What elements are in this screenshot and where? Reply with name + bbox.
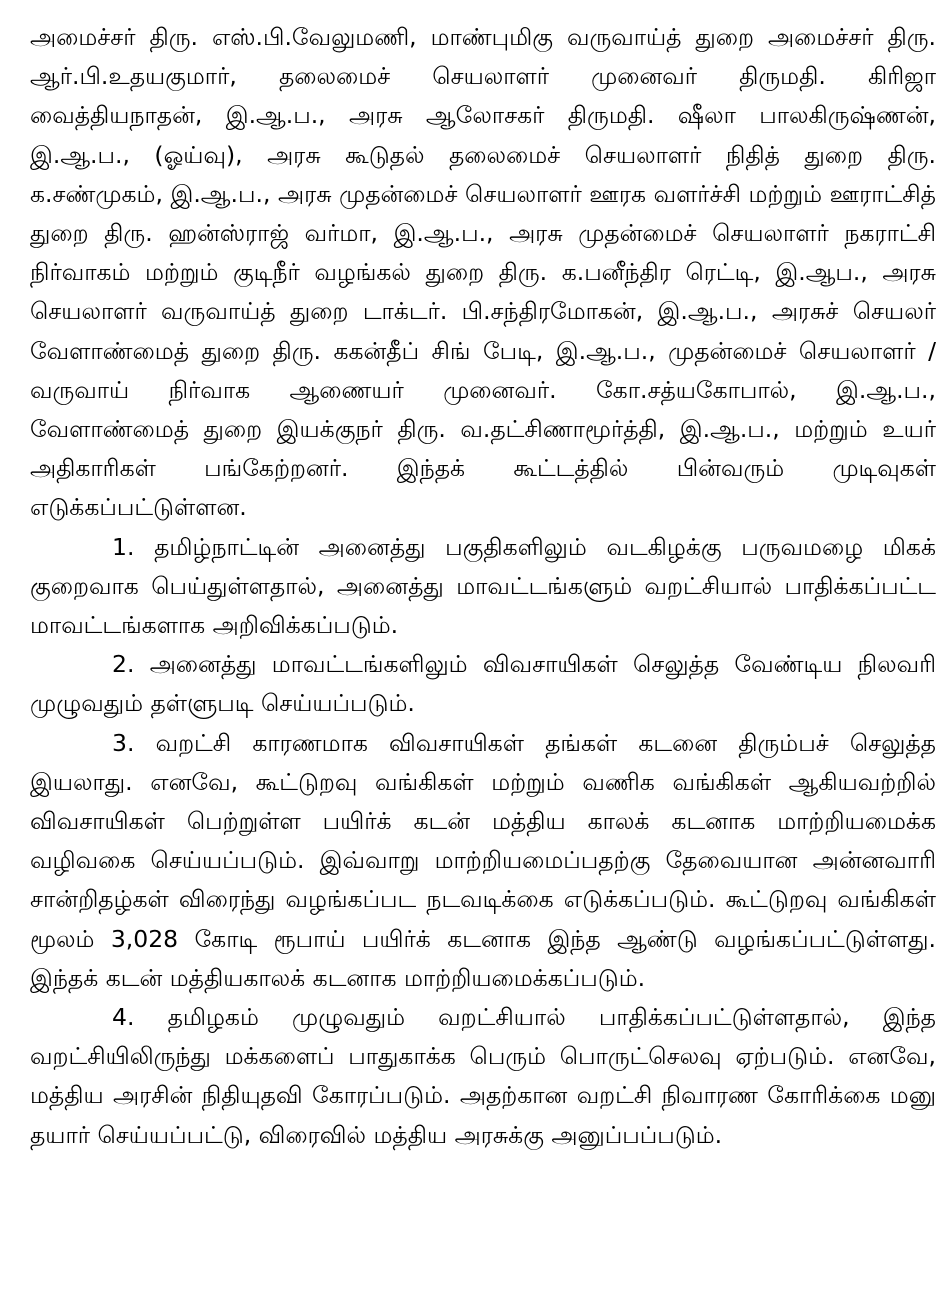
paragraph-decision-1: 1. தமிழ்நாட்டின் அனைத்து பகுதிகளிலும் வடகிழக்கு பருவமழை மிகக் குறைவாக பெய்துள்ளதால், அனைத்து மாவட்டங்களும் வறட்சியால் பாதிக்கப்பட்ட மாவட்டங்களாக அறிவிக்கப்படும். — [30, 532, 936, 640]
paragraph-attendees: அமைச்சர் திரு. எஸ்.பி.வேலுமணி, மாண்புமிகு வருவாய்த் துறை அமைச்சர் திரு. ஆர்.பி.உதயகுமார், தலைமைச் செயலாளர் முனைவர் திருமதி. கிரிஜா வைத்தியநாதன், இ.ஆ.ப., அரசு ஆலோசகர் திருமதி. ஷீலா பாலகிருஷ்ணன், இ.ஆ.ப., (ஓய்வு), அரசு கூடுதல் தலைமைச் செயலாளர் நிதித் துறை திரு. க.சண்முகம், இ.ஆ.ப., அரசு முதன்மைச் செயலாளர் ஊரக வளர்ச்சி மற்றும் ஊராட்சித் துறை திரு. ஹன்ஸ்ராஜ் வர்மா, இ.ஆ.ப., அரசு முதன்மைச் செயலாளர் நகராட்சி நிர்வாகம் மற்றும் குடிநீர் வழங்கல் துறை திரு. க.பனீந்திர ரெட்டி, இ.ஆப., அரசு செயலாளர் வருவாய்த் துறை டாக்டர். பி.சந்திரமோகன், இ.ஆ.ப., அரசுச் செயலர் வேளாண்மைத் துறை திரு. ககன்தீப் சிங் பேடி, இ.ஆ.ப., முதன்மைச் செயலாளர் / வருவாய் நிர்வாக ஆணையர் முனைவர். கோ.சத்யகோபால், இ.ஆ.ப., வேளாண்மைத் துறை இயக்குநர் திரு. வ.தட்சிணாமூர்த்தி, இ.ஆ.ப., மற்றும் உயர் அதிகாரிகள் பங்கேற்றனர். இந்தக் கூட்டத்தில் பின்வரும் முடிவுகள் எடுக்கப்பட்டுள்ளன. — [30, 23, 936, 522]
paragraph-decision-4: 4. தமிழகம் முழுவதும் வறட்சியால் பாதிக்கப்பட்டுள்ளதால், இந்த வறட்சியிலிருந்து மக்களைப் பாதுகாக்க பெரும் பொருட்செலவு ஏற்படும். எனவே, மத்திய அரசின் நிதியுதவி கோரப்படும். அதற்கான வறட்சி நிவாரண கோரிக்கை மனு தயார் செய்யப்பட்டு, விரைவில் மத்திய அரசுக்கு அனுப்பப்படும். — [30, 1003, 936, 1149]
paragraph-decision-2: 2. அனைத்து மாவட்டங்களிலும் விவசாயிகள் செலுத்த வேண்டிய நிலவரி முழுவதும் தள்ளுபடி செய்யப்படும். — [30, 650, 936, 718]
paragraph-decision-3: 3. வறட்சி காரணமாக விவசாயிகள் தங்கள் கடனை திரும்பச் செலுத்த இயலாது. எனவே, கூட்டுறவு வங்கிகள் மற்றும் வணிக வங்கிகள் ஆகியவற்றில் விவசாயிகள் பெற்றுள்ள பயிர்க் கடன் மத்திய காலக் கடனாக மாற்றியமைக்க வழிவகை செய்யப்படும். இவ்வாறு மாற்றியமைப்பதற்கு தேவையான அன்னவாரி சான்றிதழ்கள் விரைந்து வழங்கப்பட நடவடிக்கை எடுக்கப்படும். கூட்டுறவு வங்கிகள் மூலம் 3,028 கோடி ரூபாய் பயிர்க் கடனாக இந்த ஆண்டு வழங்கப்பட்டுள்ளது. இந்தக் கடன் மத்தியகாலக் கடனாக மாற்றியமைக்கப்படும். — [30, 728, 936, 992]
